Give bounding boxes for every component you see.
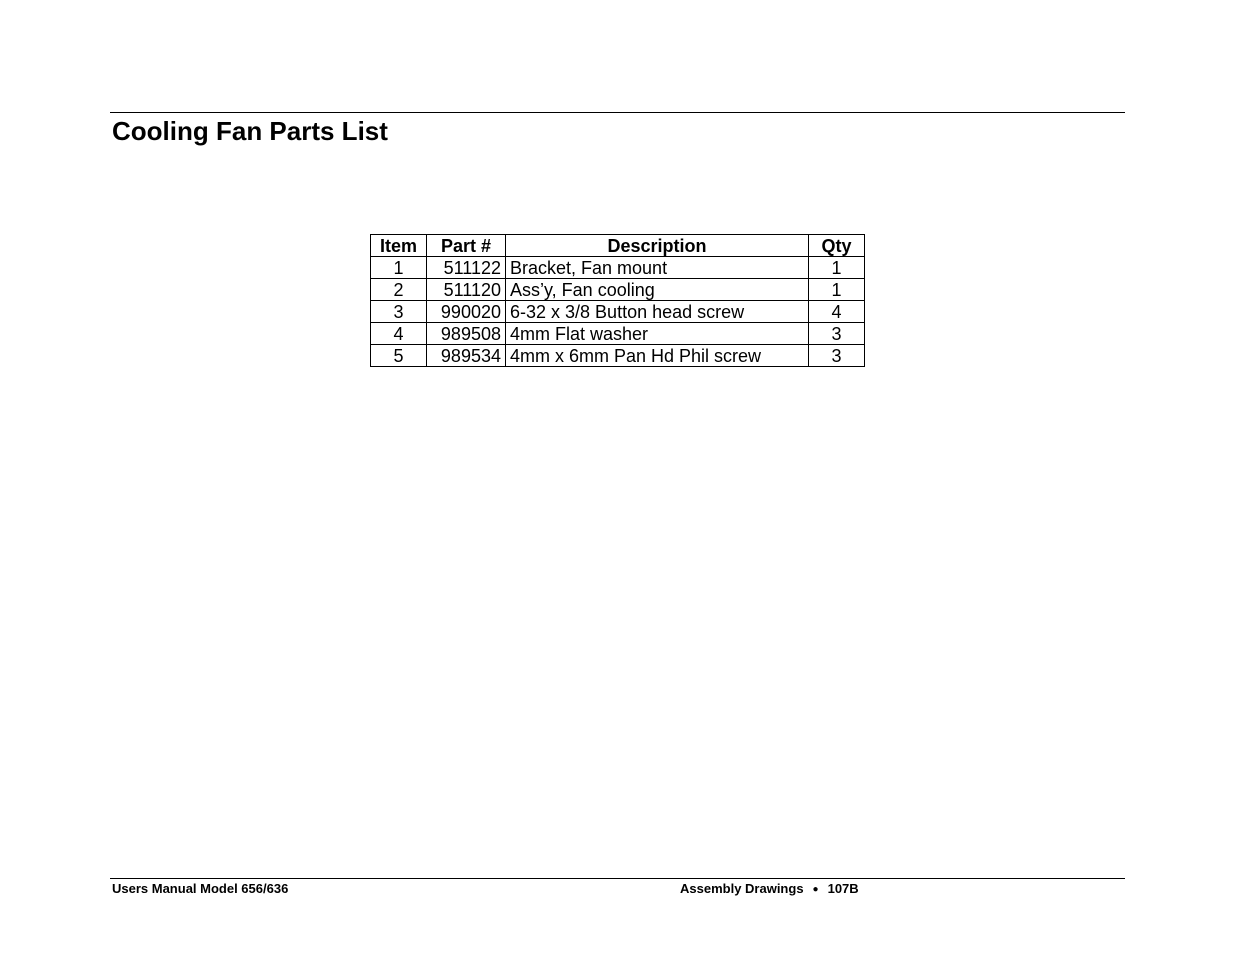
cell-qty: 3 bbox=[809, 345, 865, 367]
cell-item: 4 bbox=[371, 323, 427, 345]
bullet-icon: ● bbox=[812, 884, 819, 895]
footer-page-number: 107B bbox=[827, 881, 859, 896]
table-row bbox=[371, 257, 865, 279]
cell-qty: 1 bbox=[809, 279, 865, 301]
cell-item: 1 bbox=[371, 257, 427, 279]
cell-description: 4mm x 6mm Pan Hd Phil screw bbox=[506, 345, 809, 367]
cell-part: 989534 bbox=[427, 345, 506, 367]
cell-item: 2 bbox=[371, 279, 427, 301]
cell-part: 989508 bbox=[427, 323, 506, 345]
table-header-row bbox=[371, 235, 865, 257]
cell-item: 3 bbox=[371, 301, 427, 323]
footer-rule bbox=[110, 878, 1125, 879]
cell-description: Ass’y, Fan cooling bbox=[506, 279, 809, 301]
cell-qty: 3 bbox=[809, 323, 865, 345]
footer-manual-title: Users Manual Model 656/636 bbox=[112, 881, 289, 896]
footer-section: Assembly Drawings bbox=[680, 881, 804, 896]
cell-part: 511120 bbox=[427, 279, 506, 301]
cell-item: 5 bbox=[371, 345, 427, 367]
table-row bbox=[371, 301, 865, 323]
cell-description: Bracket, Fan mount bbox=[506, 257, 809, 279]
cell-description: 4mm Flat washer bbox=[506, 323, 809, 345]
column-header-part: Part # bbox=[427, 235, 506, 257]
cell-description: 6-32 x 3/8 Button head screw bbox=[506, 301, 809, 323]
cell-qty: 1 bbox=[809, 257, 865, 279]
table-row bbox=[371, 323, 865, 345]
column-header-description: Description bbox=[506, 235, 809, 257]
table-row bbox=[371, 345, 865, 367]
cell-part: 511122 bbox=[427, 257, 506, 279]
column-header-item: Item bbox=[371, 235, 427, 257]
table-row bbox=[371, 279, 865, 301]
header-rule bbox=[110, 112, 1125, 113]
column-header-qty: Qty bbox=[809, 235, 865, 257]
page-title: Cooling Fan Parts List bbox=[112, 116, 388, 146]
footer-page-info bbox=[680, 881, 859, 896]
cell-qty: 4 bbox=[809, 301, 865, 323]
cell-part: 990020 bbox=[427, 301, 506, 323]
parts-table bbox=[370, 234, 865, 367]
